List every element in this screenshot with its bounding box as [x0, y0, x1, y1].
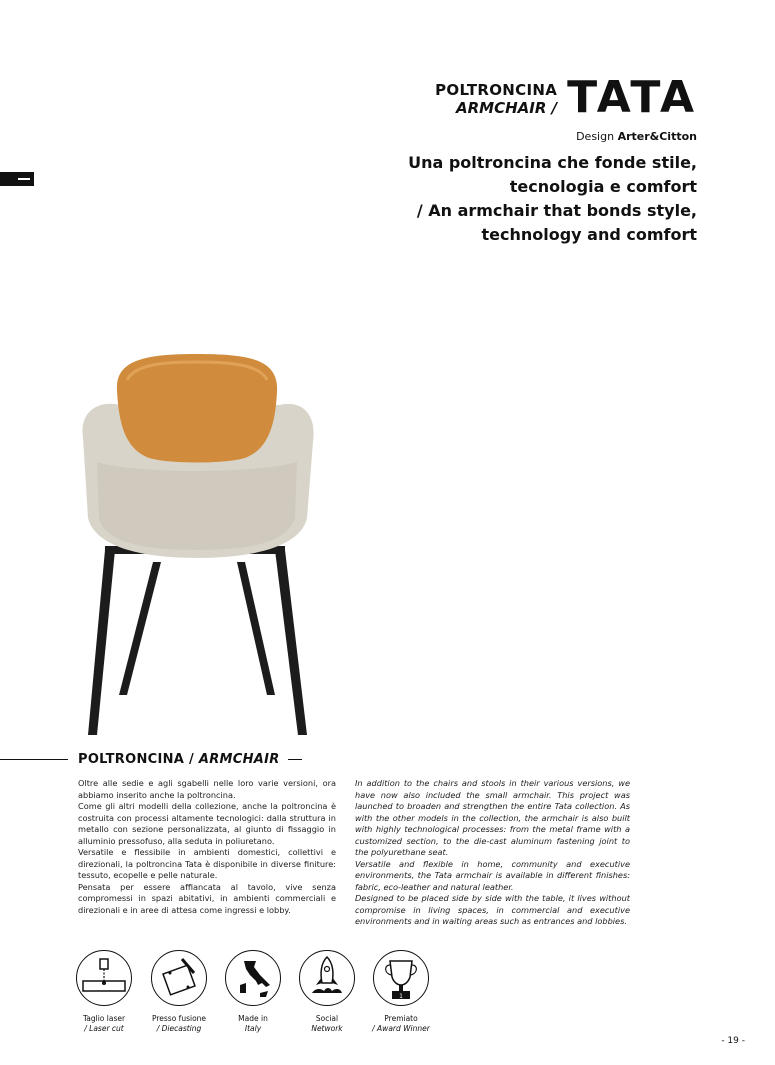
paragraph-it: Come gli altri modelli della collezione, anche la poltroncina è costruita con processi altamente tecnologici: dalla struttura in metallo con sezione personalizzata, al giunto di fissaggio in alluminio pressofuso, alla seduta in poliuretano. [78, 801, 336, 846]
designer-credit [576, 130, 697, 143]
feature-label-it: Presso fusione [151, 1014, 207, 1023]
header-title-it: POLTRONCINA [435, 81, 558, 99]
paragraph-it: Versatile e flessibile in ambienti domestici, collettivi e direzionali, la poltroncina Tata è disponibile in diverse finiture: tessuto, ecopelle e pelle naturale. [78, 847, 336, 880]
section-rule-right [288, 759, 302, 760]
design-label: Design [576, 130, 615, 143]
paragraph-en: In addition to the chairs and stools in their various versions, we have now also included the small armchair. This project was launched to broaden and strengthen the entire Tata collection. As with the other models in the collection, the armchair is also built with highly technological processes: from the metal frame with a customized section, to the die-cast aluminum fastening joint to the polyurethane seat. [355, 778, 630, 857]
feature-label-en: / Award Winner [372, 1023, 430, 1033]
section-title [78, 752, 280, 767]
section-rule-left [0, 759, 68, 760]
feature-label-it: Made in [238, 1014, 268, 1023]
description-italian [78, 778, 336, 916]
italy-map-icon [225, 950, 281, 1006]
feature-label-it: Taglio laser [82, 1014, 126, 1023]
feature-label-it: Premiato [384, 1014, 418, 1023]
svg-text:1: 1 [399, 993, 403, 1000]
section-title-en: ARMCHAIR [198, 752, 280, 767]
laser-cut-icon [76, 950, 132, 1006]
tagline-en-line2: technology and comfort [481, 225, 697, 244]
feature-label-en: Network [311, 1023, 343, 1033]
feature-made-in-italy [216, 950, 290, 1033]
paragraph-en: Designed to be placed side by side with the table, it lives without compromise in living spaces, in commercial and executive environments and in waiting areas such as entrances and lobbies. [355, 893, 630, 926]
feature-laser-cut [67, 950, 141, 1033]
section-tab-marker [0, 172, 34, 186]
feature-label-it: Social [315, 1014, 339, 1023]
tagline-it-line1: Una poltroncina che fonde stile, [408, 153, 697, 172]
feature-social-network [290, 950, 364, 1033]
feature-label-en: Italy [244, 1023, 262, 1033]
chair-legs [88, 546, 307, 735]
feature-label-en: / Laser cut [84, 1023, 124, 1033]
header-category [435, 83, 557, 120]
designer-name: Arter&Citton [617, 130, 697, 143]
tagline [408, 151, 697, 247]
section-title-it: POLTRONCINA / [78, 752, 195, 767]
product-name: TATA [567, 72, 697, 123]
trophy-icon [373, 950, 429, 1006]
header-title-en: ARMCHAIR / [456, 99, 558, 117]
tagline-en-line1: / An armchair that bonds style, [416, 201, 697, 220]
tagline-it-line2: tecnologia e comfort [509, 177, 697, 196]
section-heading [0, 752, 302, 767]
chair-backrest [117, 354, 277, 463]
feature-label-en: / Diecasting [156, 1023, 202, 1033]
paragraph-it: Pensata per essere affiancata al tavolo, vive senza compromessi in spazi abitativi, in ambienti commerciali e direzionali e in aree di attesa come ingressi e lobby. [78, 881, 336, 915]
rocket-icon [299, 950, 355, 1006]
paragraph-en: Versatile and flexible in home, community and executive environments, the Tata armchair is available in different finishes: fabric, eco-leather and natural leather. [355, 858, 630, 892]
feature-diecasting [142, 950, 216, 1033]
description-english [355, 778, 630, 928]
paragraph-it: Oltre alle sedie e agli sgabelli nelle loro varie versioni, ora abbiamo inserito anche la poltroncina. [78, 778, 336, 800]
chair-product-image [75, 350, 320, 740]
diecasting-icon [151, 950, 207, 1006]
page-number: - 19 - [721, 1036, 745, 1046]
product-header [435, 72, 697, 123]
feature-award-winner [364, 950, 438, 1033]
